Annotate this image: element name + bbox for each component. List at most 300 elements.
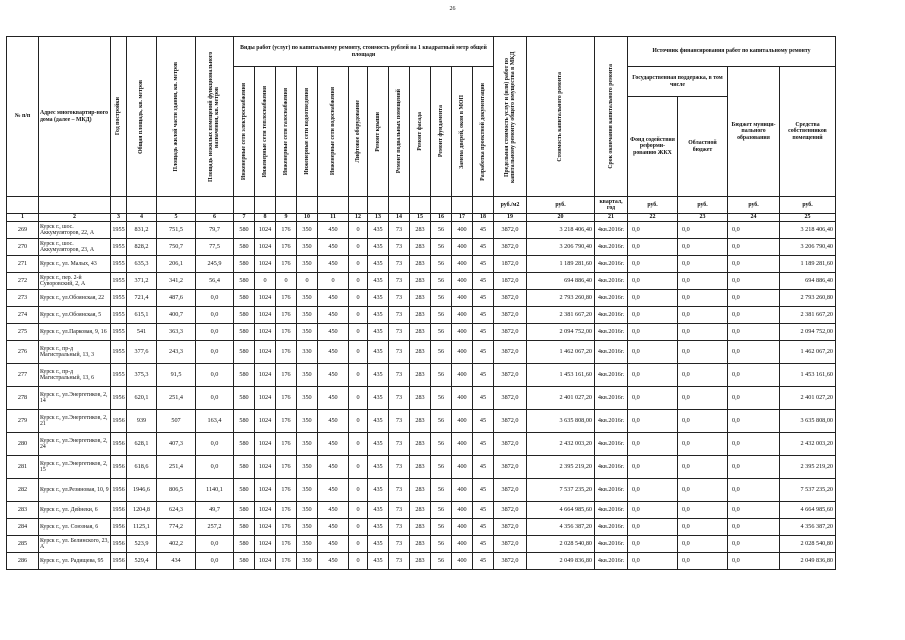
work-cost-cell: 450 bbox=[318, 433, 349, 456]
work-header: Ремонт подвальных помещений bbox=[395, 89, 402, 174]
work-header: Инженерные сети теплоснабжения bbox=[261, 85, 268, 178]
address-cell: Курск г., ул.Обоянская, 5 bbox=[39, 307, 111, 324]
owners-cell: 2 401 027,20 bbox=[780, 387, 836, 410]
work-cost-cell: 580 bbox=[234, 433, 255, 456]
work-cost-cell: 73 bbox=[389, 324, 410, 341]
work-cost-cell: 350 bbox=[297, 553, 318, 570]
work-cost-cell: 435 bbox=[368, 222, 389, 239]
nonres-area-cell: 0,0 bbox=[196, 324, 234, 341]
work-cost-cell: 450 bbox=[318, 456, 349, 479]
work-cost-cell: 350 bbox=[297, 307, 318, 324]
work-cost-cell: 283 bbox=[410, 536, 431, 553]
work-cost-cell: 283 bbox=[410, 387, 431, 410]
work-cost-cell: 1024 bbox=[255, 290, 276, 307]
limit-cost-cell: 3872,0 bbox=[494, 536, 527, 553]
work-cost-cell: 1024 bbox=[255, 479, 276, 502]
work-cost-cell: 56 bbox=[431, 433, 452, 456]
column-number: 8 bbox=[255, 214, 276, 222]
owners-cell: 2 381 667,20 bbox=[780, 307, 836, 324]
table-row bbox=[7, 387, 836, 410]
work-cost-cell: 350 bbox=[297, 256, 318, 273]
regional-cell: 0,0 bbox=[678, 222, 728, 239]
regional-cell: 0,0 bbox=[678, 479, 728, 502]
work-cost-cell: 0 bbox=[349, 324, 368, 341]
living-area-cell: 91,5 bbox=[157, 364, 196, 387]
municipal-header: Бюджет муници-пального образования bbox=[728, 67, 780, 197]
work-cost-cell: 45 bbox=[473, 387, 494, 410]
row-number: 269 bbox=[7, 222, 39, 239]
regional-cell: 0,0 bbox=[678, 341, 728, 364]
table-row bbox=[7, 324, 836, 341]
work-cost-cell: 435 bbox=[368, 324, 389, 341]
municipal-cell: 0,0 bbox=[728, 290, 780, 307]
address-cell: Курск г., ул.Обоянская, 22 bbox=[39, 290, 111, 307]
work-cost-cell: 0 bbox=[349, 273, 368, 290]
address-cell: Курск г., ул. Малых, 43 bbox=[39, 256, 111, 273]
col-total-area-header: Общая площадь, кв. метров bbox=[138, 79, 145, 154]
work-cost-cell: 350 bbox=[297, 290, 318, 307]
work-header: Инженерные сети газоснабжения bbox=[282, 87, 289, 176]
owners-cell: 4 664 985,60 bbox=[780, 502, 836, 519]
deadline-cell: 4кв.2016г. bbox=[595, 290, 628, 307]
limit-cost-cell: 3872,0 bbox=[494, 519, 527, 536]
fund-cell: 0,0 bbox=[628, 387, 678, 410]
work-header: Ремонт фундамента bbox=[437, 105, 444, 158]
work-cost-cell: 45 bbox=[473, 410, 494, 433]
municipal-cell: 0,0 bbox=[728, 273, 780, 290]
work-cost-cell: 435 bbox=[368, 502, 389, 519]
work-cost-cell: 176 bbox=[276, 456, 297, 479]
total-area-cell: 635,3 bbox=[127, 256, 157, 273]
column-number: 21 bbox=[595, 214, 628, 222]
address-cell: Курск г., ул.Парковая, 9, 16 bbox=[39, 324, 111, 341]
work-cost-cell: 1024 bbox=[255, 410, 276, 433]
work-cost-cell: 1024 bbox=[255, 536, 276, 553]
column-number: 5 bbox=[157, 214, 196, 222]
municipal-cell: 0,0 bbox=[728, 536, 780, 553]
municipal-cell: 0,0 bbox=[728, 256, 780, 273]
work-cost-cell: 400 bbox=[452, 479, 473, 502]
work-cost-cell: 350 bbox=[297, 536, 318, 553]
row-number: 270 bbox=[7, 239, 39, 256]
row-number: 281 bbox=[7, 456, 39, 479]
work-cost-cell: 400 bbox=[452, 519, 473, 536]
work-cost-cell: 350 bbox=[297, 324, 318, 341]
work-cost-cell: 0 bbox=[349, 222, 368, 239]
table-row bbox=[7, 410, 836, 433]
work-cost-cell: 176 bbox=[276, 307, 297, 324]
work-header: Инженерные сети водоотведения bbox=[303, 88, 310, 175]
fund-cell: 0,0 bbox=[628, 222, 678, 239]
address-cell: Курск г., шос. Аккумуляторов, 22, А bbox=[39, 222, 111, 239]
limit-cost-cell: 3872,0 bbox=[494, 222, 527, 239]
year-cell: 1956 bbox=[111, 387, 127, 410]
work-cost-cell: 45 bbox=[473, 324, 494, 341]
repair-cost-cell: 7 537 235,20 bbox=[527, 479, 595, 502]
work-cost-cell: 435 bbox=[368, 553, 389, 570]
address-cell: Курск г., ул.Резиновая, 10, 9 bbox=[39, 479, 111, 502]
work-cost-cell: 400 bbox=[452, 239, 473, 256]
col-nonres-area-header: Площадь нежилых помещений функционального назначения, кв. метров bbox=[208, 51, 221, 182]
column-number: 25 bbox=[780, 214, 836, 222]
deadline-cell: 4кв.2016г. bbox=[595, 273, 628, 290]
work-cost-cell: 73 bbox=[389, 307, 410, 324]
year-cell: 1955 bbox=[111, 307, 127, 324]
work-cost-cell: 45 bbox=[473, 553, 494, 570]
work-cost-cell: 0 bbox=[349, 307, 368, 324]
work-cost-cell: 450 bbox=[318, 479, 349, 502]
work-cost-cell: 45 bbox=[473, 307, 494, 324]
repair-cost-cell: 4 664 985,60 bbox=[527, 502, 595, 519]
work-cost-cell: 400 bbox=[452, 324, 473, 341]
total-area-cell: 628,1 bbox=[127, 433, 157, 456]
owners-cell: 2 028 540,80 bbox=[780, 536, 836, 553]
unit-rub: руб. bbox=[527, 197, 595, 214]
work-cost-cell: 176 bbox=[276, 553, 297, 570]
column-number: 14 bbox=[389, 214, 410, 222]
col-deadline-header: Срок окончания капитального ремонта bbox=[607, 64, 614, 169]
unit-rub-m2: руб./м2 bbox=[494, 197, 527, 214]
nonres-area-cell: 0,0 bbox=[196, 290, 234, 307]
work-cost-cell: 56 bbox=[431, 324, 452, 341]
col-address-header: Адрес многоквартир-ного дома (далее – МКД) bbox=[39, 37, 111, 197]
limit-cost-cell: 3872,0 bbox=[494, 364, 527, 387]
unit-rub: руб. bbox=[728, 197, 780, 214]
work-cost-cell: 56 bbox=[431, 239, 452, 256]
living-area-cell: 750,7 bbox=[157, 239, 196, 256]
work-cost-cell: 580 bbox=[234, 364, 255, 387]
unit-quarter-year: квартал, год bbox=[595, 197, 628, 214]
year-cell: 1956 bbox=[111, 536, 127, 553]
table-row bbox=[7, 307, 836, 324]
work-cost-cell: 283 bbox=[410, 479, 431, 502]
work-cost-cell: 350 bbox=[297, 519, 318, 536]
total-area-cell: 618,6 bbox=[127, 456, 157, 479]
unit-rub: руб. bbox=[678, 197, 728, 214]
repair-cost-cell: 3 218 406,40 bbox=[527, 222, 595, 239]
work-cost-cell: 400 bbox=[452, 273, 473, 290]
nonres-area-cell: 0,0 bbox=[196, 553, 234, 570]
page-number: 26 bbox=[449, 6, 456, 12]
fund-cell: 0,0 bbox=[628, 553, 678, 570]
repair-cost-cell: 1 462 067,20 bbox=[527, 341, 595, 364]
work-cost-cell: 56 bbox=[431, 364, 452, 387]
address-cell: Курск г., ул.Энергетиков, 2, 14 bbox=[39, 387, 111, 410]
address-cell: Курск г., шос. Аккумуляторов, 23, А bbox=[39, 239, 111, 256]
fund-cell: 0,0 bbox=[628, 273, 678, 290]
work-cost-cell: 1024 bbox=[255, 239, 276, 256]
address-cell: Курск г., ул. Союзная, 6 bbox=[39, 519, 111, 536]
deadline-cell: 4кв.2016г. bbox=[595, 364, 628, 387]
municipal-cell: 0,0 bbox=[728, 519, 780, 536]
living-area-cell: 774,2 bbox=[157, 519, 196, 536]
deadline-cell: 4кв.2016г. bbox=[595, 553, 628, 570]
nonres-area-cell: 257,2 bbox=[196, 519, 234, 536]
work-cost-cell: 1024 bbox=[255, 553, 276, 570]
work-cost-cell: 400 bbox=[452, 553, 473, 570]
table-row bbox=[7, 256, 836, 273]
regional-cell: 0,0 bbox=[678, 307, 728, 324]
work-cost-cell: 580 bbox=[234, 387, 255, 410]
limit-cost-cell: 3872,0 bbox=[494, 341, 527, 364]
limit-cost-cell: 1872,0 bbox=[494, 256, 527, 273]
work-cost-cell: 1024 bbox=[255, 364, 276, 387]
regional-cell: 0,0 bbox=[678, 290, 728, 307]
year-cell: 1956 bbox=[111, 433, 127, 456]
nonres-area-cell: 245,9 bbox=[196, 256, 234, 273]
row-number: 277 bbox=[7, 364, 39, 387]
work-cost-cell: 400 bbox=[452, 341, 473, 364]
total-area-cell: 371,2 bbox=[127, 273, 157, 290]
work-cost-cell: 73 bbox=[389, 239, 410, 256]
repair-cost-cell: 3 635 808,00 bbox=[527, 410, 595, 433]
fund-cell: 0,0 bbox=[628, 502, 678, 519]
work-cost-cell: 450 bbox=[318, 341, 349, 364]
works-group-header: Виды работ (услуг) по капитальному ремонту, стоимость рублей на 1 квадратный метр общей площади bbox=[234, 37, 494, 67]
work-cost-cell: 283 bbox=[410, 256, 431, 273]
work-cost-cell: 450 bbox=[318, 387, 349, 410]
work-cost-cell: 283 bbox=[410, 433, 431, 456]
work-cost-cell: 450 bbox=[318, 410, 349, 433]
work-cost-cell: 580 bbox=[234, 519, 255, 536]
year-cell: 1956 bbox=[111, 553, 127, 570]
deadline-cell: 4кв.2016г. bbox=[595, 256, 628, 273]
address-cell: Курск г., пер. 2-й Суворовский, 2, А bbox=[39, 273, 111, 290]
work-cost-cell: 450 bbox=[318, 307, 349, 324]
row-number: 278 bbox=[7, 387, 39, 410]
work-cost-cell: 176 bbox=[276, 410, 297, 433]
work-cost-cell: 450 bbox=[318, 553, 349, 570]
regional-cell: 0,0 bbox=[678, 387, 728, 410]
municipal-cell: 0,0 bbox=[728, 553, 780, 570]
work-cost-cell: 1024 bbox=[255, 324, 276, 341]
deadline-cell: 4кв.2016г. bbox=[595, 222, 628, 239]
work-cost-cell: 400 bbox=[452, 410, 473, 433]
year-cell: 1956 bbox=[111, 502, 127, 519]
row-number: 272 bbox=[7, 273, 39, 290]
row-number: 273 bbox=[7, 290, 39, 307]
work-cost-cell: 283 bbox=[410, 553, 431, 570]
limit-cost-cell: 3872,0 bbox=[494, 307, 527, 324]
work-cost-cell: 450 bbox=[318, 502, 349, 519]
work-cost-cell: 1024 bbox=[255, 456, 276, 479]
limit-cost-cell: 3872,0 bbox=[494, 239, 527, 256]
owners-cell: 1 189 281,60 bbox=[780, 256, 836, 273]
work-cost-cell: 176 bbox=[276, 256, 297, 273]
fund-cell: 0,0 bbox=[628, 456, 678, 479]
address-cell: Курск г., ул. Радищева, 95 bbox=[39, 553, 111, 570]
municipal-cell: 0,0 bbox=[728, 433, 780, 456]
year-cell: 1955 bbox=[111, 324, 127, 341]
work-cost-cell: 0 bbox=[349, 456, 368, 479]
address-cell: Курск г., пр-д Магистральный, 13, 3 bbox=[39, 341, 111, 364]
work-cost-cell: 56 bbox=[431, 273, 452, 290]
regional-cell: 0,0 bbox=[678, 519, 728, 536]
work-cost-cell: 435 bbox=[368, 479, 389, 502]
total-area-cell: 620,1 bbox=[127, 387, 157, 410]
work-cost-cell: 1024 bbox=[255, 307, 276, 324]
work-cost-cell: 45 bbox=[473, 433, 494, 456]
work-cost-cell: 45 bbox=[473, 364, 494, 387]
work-cost-cell: 176 bbox=[276, 502, 297, 519]
col-repair-cost-header: Стоимость капитального ремонта bbox=[557, 71, 564, 162]
table-row bbox=[7, 273, 836, 290]
work-cost-cell: 450 bbox=[318, 324, 349, 341]
work-cost-cell: 580 bbox=[234, 456, 255, 479]
work-cost-cell: 1024 bbox=[255, 502, 276, 519]
work-cost-cell: 283 bbox=[410, 519, 431, 536]
living-area-cell: 407,3 bbox=[157, 433, 196, 456]
year-cell: 1955 bbox=[111, 239, 127, 256]
living-area-cell: 751,5 bbox=[157, 222, 196, 239]
table-row bbox=[7, 433, 836, 456]
deadline-cell: 4кв.2016г. bbox=[595, 387, 628, 410]
deadline-cell: 4кв.2016г. bbox=[595, 324, 628, 341]
work-cost-cell: 56 bbox=[431, 502, 452, 519]
column-number: 13 bbox=[368, 214, 389, 222]
work-cost-cell: 45 bbox=[473, 239, 494, 256]
work-cost-cell: 450 bbox=[318, 536, 349, 553]
owners-cell: 694 886,40 bbox=[780, 273, 836, 290]
municipal-cell: 0,0 bbox=[728, 502, 780, 519]
nonres-area-cell: 0,0 bbox=[196, 456, 234, 479]
nonres-area-cell: 0,0 bbox=[196, 387, 234, 410]
capital-repair-table bbox=[6, 36, 836, 570]
deadline-cell: 4кв.2016г. bbox=[595, 479, 628, 502]
fund-cell: 0,0 bbox=[628, 307, 678, 324]
limit-cost-cell: 3872,0 bbox=[494, 387, 527, 410]
address-cell: Курск г., ул. Дейнеки, 6 bbox=[39, 502, 111, 519]
work-cost-cell: 350 bbox=[297, 222, 318, 239]
living-area-cell: 507 bbox=[157, 410, 196, 433]
work-cost-cell: 176 bbox=[276, 519, 297, 536]
table-row bbox=[7, 290, 836, 307]
work-cost-cell: 400 bbox=[452, 456, 473, 479]
work-cost-cell: 73 bbox=[389, 273, 410, 290]
work-cost-cell: 435 bbox=[368, 519, 389, 536]
table-row bbox=[7, 519, 836, 536]
municipal-cell: 0,0 bbox=[728, 324, 780, 341]
work-header: Инженерные сети водоснабжения bbox=[329, 87, 336, 176]
column-number: 7 bbox=[234, 214, 255, 222]
work-cost-cell: 283 bbox=[410, 324, 431, 341]
col-year-header: Год постройки bbox=[115, 97, 122, 136]
work-cost-cell: 73 bbox=[389, 456, 410, 479]
municipal-cell: 0,0 bbox=[728, 456, 780, 479]
work-cost-cell: 0 bbox=[349, 290, 368, 307]
fund-cell: 0,0 bbox=[628, 519, 678, 536]
column-number: 18 bbox=[473, 214, 494, 222]
deadline-cell: 4кв.2016г. bbox=[595, 239, 628, 256]
column-numbers-row bbox=[7, 214, 836, 222]
row-number: 274 bbox=[7, 307, 39, 324]
address-cell: Курск г., ул.Энергетиков, 2, 21 bbox=[39, 410, 111, 433]
work-cost-cell: 400 bbox=[452, 502, 473, 519]
work-cost-cell: 580 bbox=[234, 536, 255, 553]
work-cost-cell: 45 bbox=[473, 519, 494, 536]
nonres-area-cell: 0,0 bbox=[196, 341, 234, 364]
living-area-cell: 624,3 bbox=[157, 502, 196, 519]
repair-cost-cell: 1 189 281,60 bbox=[527, 256, 595, 273]
work-cost-cell: 450 bbox=[318, 256, 349, 273]
work-cost-cell: 283 bbox=[410, 222, 431, 239]
column-number: 24 bbox=[728, 214, 780, 222]
year-cell: 1955 bbox=[111, 256, 127, 273]
work-cost-cell: 176 bbox=[276, 222, 297, 239]
work-cost-cell: 283 bbox=[410, 456, 431, 479]
column-number: 9 bbox=[276, 214, 297, 222]
limit-cost-cell: 3872,0 bbox=[494, 479, 527, 502]
col-living-area-header: Площадь жилой части здания, кв. метров bbox=[172, 61, 179, 172]
work-cost-cell: 176 bbox=[276, 536, 297, 553]
work-cost-cell: 1024 bbox=[255, 341, 276, 364]
work-cost-cell: 0 bbox=[349, 536, 368, 553]
work-cost-cell: 0 bbox=[276, 273, 297, 290]
work-header: Ремонт фасада bbox=[416, 112, 423, 151]
owners-cell: 3 206 790,40 bbox=[780, 239, 836, 256]
work-cost-cell: 435 bbox=[368, 307, 389, 324]
work-cost-cell: 0 bbox=[255, 273, 276, 290]
deadline-cell: 4кв.2016г. bbox=[595, 456, 628, 479]
limit-cost-cell: 3872,0 bbox=[494, 324, 527, 341]
row-number: 284 bbox=[7, 519, 39, 536]
year-cell: 1956 bbox=[111, 479, 127, 502]
repair-cost-cell: 694 886,40 bbox=[527, 273, 595, 290]
work-cost-cell: 0 bbox=[349, 479, 368, 502]
column-number: 20 bbox=[527, 214, 595, 222]
address-cell: Курск г., ул.Энергетиков, 2, 15 bbox=[39, 456, 111, 479]
work-cost-cell: 73 bbox=[389, 536, 410, 553]
column-number: 10 bbox=[297, 214, 318, 222]
nonres-area-cell: 163,4 bbox=[196, 410, 234, 433]
limit-cost-cell: 3872,0 bbox=[494, 553, 527, 570]
work-cost-cell: 580 bbox=[234, 410, 255, 433]
work-cost-cell: 580 bbox=[234, 502, 255, 519]
work-cost-cell: 45 bbox=[473, 479, 494, 502]
row-number: 286 bbox=[7, 553, 39, 570]
nonres-area-cell: 1140,1 bbox=[196, 479, 234, 502]
limit-cost-cell: 3872,0 bbox=[494, 502, 527, 519]
column-number: 3 bbox=[111, 214, 127, 222]
work-cost-cell: 435 bbox=[368, 536, 389, 553]
work-cost-cell: 283 bbox=[410, 364, 431, 387]
work-cost-cell: 435 bbox=[368, 387, 389, 410]
work-cost-cell: 435 bbox=[368, 341, 389, 364]
owners-header: Средства собственников помещений bbox=[780, 67, 836, 197]
work-cost-cell: 56 bbox=[431, 536, 452, 553]
table-row bbox=[7, 222, 836, 239]
living-area-cell: 434 bbox=[157, 553, 196, 570]
owners-cell: 2 094 752,00 bbox=[780, 324, 836, 341]
work-cost-cell: 350 bbox=[297, 239, 318, 256]
year-cell: 1955 bbox=[111, 364, 127, 387]
table-row bbox=[7, 536, 836, 553]
work-cost-cell: 73 bbox=[389, 387, 410, 410]
work-cost-cell: 450 bbox=[318, 290, 349, 307]
work-cost-cell: 450 bbox=[318, 519, 349, 536]
deadline-cell: 4кв.2016г. bbox=[595, 307, 628, 324]
work-cost-cell: 350 bbox=[297, 433, 318, 456]
municipal-cell: 0,0 bbox=[728, 222, 780, 239]
deadline-cell: 4кв.2016г. bbox=[595, 519, 628, 536]
deadline-cell: 4кв.2016г. bbox=[595, 433, 628, 456]
row-number: 282 bbox=[7, 479, 39, 502]
nonres-area-cell: 0,0 bbox=[196, 433, 234, 456]
nonres-area-cell: 0,0 bbox=[196, 364, 234, 387]
work-cost-cell: 0 bbox=[297, 273, 318, 290]
work-cost-cell: 400 bbox=[452, 307, 473, 324]
repair-cost-cell: 2 401 027,20 bbox=[527, 387, 595, 410]
